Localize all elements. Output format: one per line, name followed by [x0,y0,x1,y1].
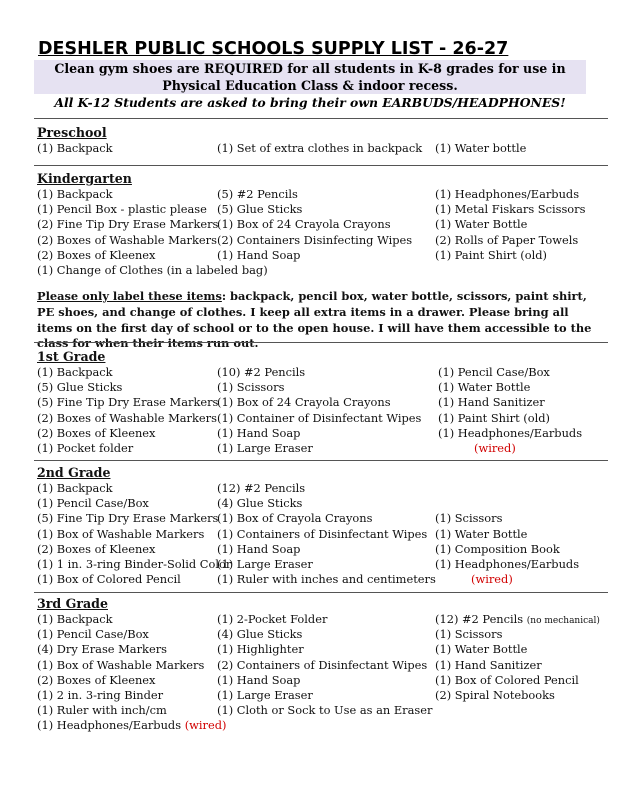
list-item: (4) Glue Sticks [217,627,303,642]
list-item: (1) Headphones/Earbuds [435,556,580,571]
preschool-col-1 [37,141,113,156]
list-item: (1) Headphones/Earbuds [438,425,583,440]
list-item: (2) Fine Tip Dry Erase Markers [37,217,219,232]
list-item: (1) Hand Sanitizer [438,395,545,410]
list-item: (2) Boxes of Kleenex [37,672,156,687]
grade2-col-1 [37,481,231,587]
list-item: (1) Backpack [37,612,113,626]
list-item: (1) Backpack [37,141,113,155]
preschool-col-3 [435,141,526,156]
preschool-section [37,125,612,161]
list-item: (1) Hand Sanitizer [435,657,542,672]
list-item: (1) Pencil Case/Box [438,365,550,379]
grade2-col-3 [435,481,579,587]
grade1-col-1 [37,365,218,456]
grade3-heading: 3rd Grade [37,596,108,611]
list-item: (2) Boxes of Washable Markers [37,410,217,425]
list-item: (1) Pencil Box - plastic please [37,202,207,217]
list-item: (1) Box of Washable Markers [37,657,205,672]
list-item: (1) Paint Shirt (old) [438,410,550,425]
divider [34,118,608,119]
grade1-col-3 [438,365,582,456]
list-item: (1) Composition Book [435,541,560,556]
kindergarten-section [37,171,612,283]
list-item: (1) Backpack [37,365,113,379]
list-item [435,481,579,496]
list-item: (12) #2 Pencils [217,481,306,495]
divider [34,342,608,343]
list-item: (10) #2 Pencils [217,365,306,379]
grade2-col-2 [217,481,436,587]
grade1-heading: 1st Grade [37,349,106,364]
divider [34,592,608,593]
list-item: (1) Large Eraser [217,556,313,571]
list-item: (1) Water Bottle [435,217,528,232]
list-item: (1) Hand Soap [217,425,301,440]
list-item: (1) Metal Fiskars Scissors [435,202,586,217]
headphones-notice: All K-12 Students are asked to bring their own EARBUDS/HEADPHONES! [54,95,566,110]
list-item: (2) Boxes of Kleenex [37,247,156,262]
list-item: (1) Set of extra clothes in backpack [217,141,423,155]
list-item: (5) Fine Tip Dry Erase Markers [37,511,219,526]
list-item: (1) Containers of Disinfectant Wipes [217,526,428,541]
list-item: (1) Large Eraser [217,440,313,455]
list-item: (1) Container of Disinfectant Wipes [217,410,422,425]
list-item: (1) Box of Crayola Crayons [217,511,373,526]
list-item: (1) Pencil Case/Box [37,496,149,511]
list-item: (4) Dry Erase Markers [37,642,167,657]
list-item: (1) Water Bottle [435,642,528,657]
wired-note: (wired) [471,572,513,587]
list-item: (4) Glue Sticks [217,496,303,511]
kindergarten-col-3 [435,187,585,263]
list-item: (5) Glue Sticks [217,202,303,217]
gym-shoes-notice: Clean gym shoes are REQUIRED for all students in K-8 grades for use in Physical Education Class & indoor recess. [34,60,586,94]
list-item: (1) Ruler with inches and centimeters [217,572,436,587]
preschool-heading: Preschool [37,125,107,140]
list-item-text: (12) #2 Pencils [435,612,524,626]
list-item: (1) Highlighter [217,642,304,657]
list-item: (1) Pencil Case/Box [37,627,149,642]
kindergarten-heading: Kindergarten [37,171,132,186]
grade3-section [37,596,612,736]
list-item: (1) Box of 24 Crayola Crayons [217,217,391,232]
grade1-col-2 [217,365,421,456]
list-item: (5) Glue Sticks [37,380,123,395]
list-item: (1) 2-Pocket Folder [217,612,328,626]
list-item: (1) Change of Clothes (in a labeled bag) [37,262,268,277]
list-item: (1) Water bottle [435,141,527,155]
divider [34,460,608,461]
list-item [435,612,600,627]
list-item: (1) 1 in. 3-ring Binder-Solid Color [37,556,232,571]
list-item: (1) Scissors [435,627,503,642]
list-item: (1) Large Eraser [217,687,313,702]
page-title: DESHLER PUBLIC SCHOOLS SUPPLY LIST - 26-27 [38,39,509,59]
list-item: (2) Spiral Notebooks [435,687,555,702]
list-item: (1) Backpack [37,187,113,201]
list-item-text: (1) Headphones/Earbuds [37,718,182,733]
no-mechanical-note: (no mechanical) [526,616,600,626]
list-item: (1) Cloth or Sock to Use as an Eraser [217,703,433,718]
list-item: (1) Backpack [37,481,113,495]
list-item: (1) Pocket folder [37,440,134,455]
list-item [435,496,579,511]
wired-note: (wired) [184,718,227,733]
list-item: (1) Paint Shirt (old) [435,247,547,262]
list-item: (1) Hand Soap [217,247,301,262]
list-item: (1) Scissors [217,380,285,395]
list-item: (1) Scissors [435,511,503,526]
label-instructions-text: : backpack, pencil box, water bottle, scissors, paint shirt, PE shoes, and change of clothes. I keep all extra items in a drawer. Please bring all items on the first day of school or to the open house. I will have them accessible to the class for when their items run out. [37,289,592,351]
wired-note: (wired) [474,440,516,455]
list-item: (1) Water Bottle [438,380,531,395]
list-item: (1) Ruler with inch/cm [37,703,167,718]
list-item: (1) Hand Soap [217,672,301,687]
grade3-col-2 [217,612,432,718]
list-item: (5) #2 Pencils [217,187,298,201]
grade3-col-1 [37,612,226,734]
list-item: (2) Boxes of Kleenex [37,425,156,440]
list-item: (2) Containers Disinfecting Wipes [217,232,413,247]
list-item: (1) 2 in. 3-ring Binder [37,687,164,702]
label-instructions-lead: Please only label these items [37,289,222,303]
list-item: (1) Box of 24 Crayola Crayons [217,395,391,410]
list-item: (1) Headphones/Earbuds [435,187,580,201]
list-item: (1) Hand Soap [217,541,301,556]
list-item: (1) Box of Washable Markers [37,526,205,541]
grade1-section [37,349,612,457]
grade3-col-3 [435,612,600,703]
list-item: (2) Containers of Disinfectant Wipes [217,657,428,672]
list-item [37,718,226,733]
preschool-col-2 [217,141,422,156]
divider [34,165,608,166]
kindergarten-col-2 [217,187,412,263]
list-item: (1) Water Bottle [435,526,528,541]
list-item: (1) Box of Colored Pencil [435,672,579,687]
grade2-heading: 2nd Grade [37,465,111,480]
list-item: (2) Boxes of Washable Markers [37,232,217,247]
grade2-section [37,465,612,589]
list-item: (2) Rolls of Paper Towels [435,232,579,247]
list-item: (5) Fine Tip Dry Erase Markers [37,395,219,410]
list-item: (2) Boxes of Kleenex [37,541,156,556]
list-item: (1) Box of Colored Pencil [37,572,181,587]
